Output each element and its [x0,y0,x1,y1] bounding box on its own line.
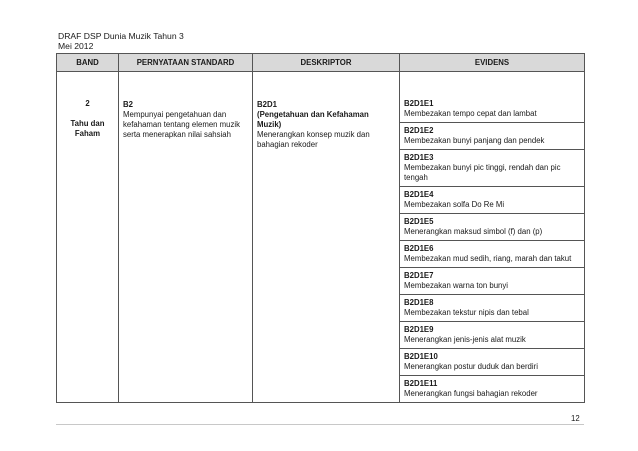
document-header-date: Mei 2012 [58,41,94,51]
standards-table [56,53,585,403]
descriptor-cell [253,72,400,403]
column-header-descriptor: DESKRIPTOR [253,54,400,72]
table-header-row [57,54,585,72]
evidence-text: Membezakan mud sedih, riang, marah dan takut [404,254,572,263]
evidence-text: Membezakan warna ton bunyi [404,281,509,290]
table-row [57,72,585,403]
column-header-band: BAND [57,54,119,72]
descriptor-code: B2D1 [257,100,277,109]
descriptor-title: (Pengetahuan dan Kefahaman Muzik) [257,110,369,129]
band-number: 2 [85,99,90,108]
evidence-item [400,241,584,268]
band-label-line2: Faham [74,129,101,138]
evidence-code: B2D1E10 [404,352,438,361]
evidence-code: B2D1E3 [404,153,434,162]
evidence-text: Menerangkan maksud simbol (f) dan (p) [404,227,543,236]
band-label-line1: Tahu dan [70,119,105,128]
evidence-code: B2D1E8 [404,298,434,307]
evidence-code: B2D1E11 [404,379,438,388]
evidence-cell [400,72,585,403]
evidence-item [400,123,584,150]
evidence-item [400,349,584,376]
evidence-item [400,72,584,123]
evidence-code: B2D1E7 [404,271,434,280]
descriptor-text: Menerangkan konsep muzik dan bahagian rekoder [257,130,370,149]
evidence-code: B2D1E1 [404,99,434,108]
document-header-title: DRAF DSP Dunia Muzik Tahun 3 [58,31,184,41]
evidence-item [400,187,584,214]
column-header-evidence: EVIDENS [400,54,585,72]
evidence-text: Membezakan solfa Do Re Mi [404,200,505,209]
evidence-text: Membezakan tekstur nipis dan tebal [404,308,529,317]
evidence-item [400,322,584,349]
band-cell [57,72,119,403]
evidence-text: Membezakan bunyi pic tinggi, rendah dan pic tengah [404,163,561,182]
evidence-item [400,295,584,322]
footer-divider [56,424,584,425]
evidence-text: Menerangkan fungsi bahagian rekoder [404,389,538,398]
evidence-code: B2D1E6 [404,244,434,253]
evidence-text: Menerangkan postur duduk dan berdiri [404,362,538,371]
evidence-code: B2D1E9 [404,325,434,334]
evidence-code: B2D1E2 [404,126,434,135]
standard-code: B2 [123,100,133,109]
evidence-text: Menerangkan jenis-jenis alat muzik [404,335,526,344]
column-header-standard: PERNYATAAN STANDARD [119,54,253,72]
standard-text: Mempunyai pengetahuan dan kefahaman tentang elemen muzik serta menerapkan nilai sahsiah [123,110,241,139]
evidence-item [400,376,584,402]
evidence-text: Membezakan bunyi panjang dan pendek [404,136,545,145]
standard-cell [119,72,253,403]
evidence-code: B2D1E4 [404,190,434,199]
evidence-item [400,268,584,295]
evidence-item [400,214,584,241]
page-number: 12 [571,414,580,423]
evidence-text: Membezakan tempo cepat dan lambat [404,109,537,118]
evidence-item [400,150,584,187]
evidence-code: B2D1E5 [404,217,434,226]
